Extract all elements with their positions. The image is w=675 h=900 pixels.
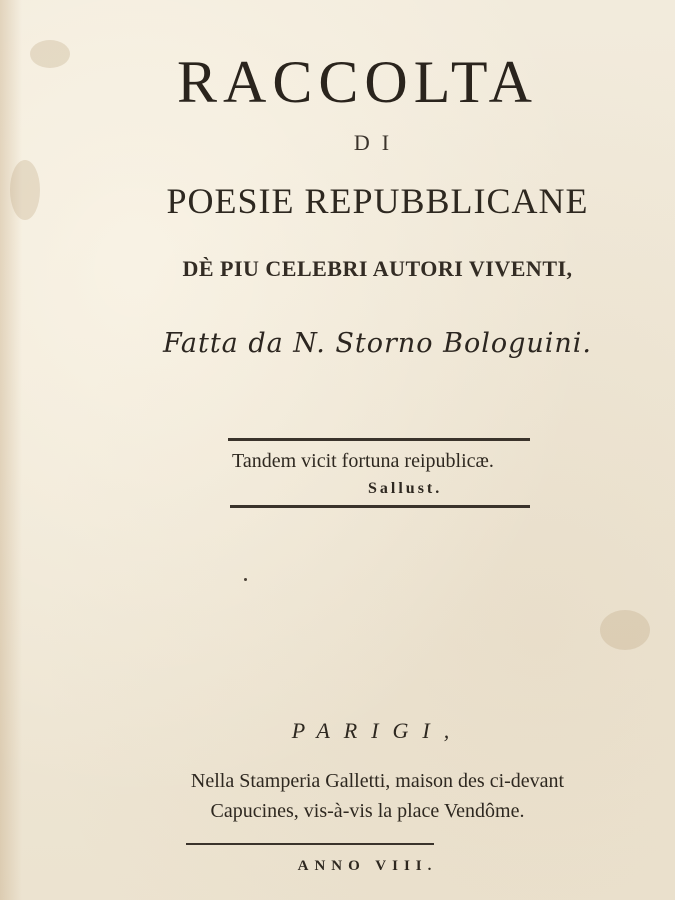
- epigraph-attribution: Sallust.: [368, 480, 443, 497]
- imprint-year: ANNO VIII.: [297, 858, 438, 874]
- book-title: RACCOLTA: [176, 49, 539, 115]
- imprint-printer-line-1: Nella Stamperia Galletti, maison des ci-devant: [190, 770, 565, 792]
- epigraph-top-rule: [228, 438, 530, 441]
- authors-line: DÈ PIU CELEBRI AUTORI VIVENTI,: [182, 256, 573, 281]
- epigraph-bottom-rule: [230, 505, 530, 508]
- ink-speck: [244, 578, 247, 581]
- imprint-printer-line-2: Capucines, vis-à-vis la place Vendôme.: [210, 800, 525, 822]
- editor-line: Fatta da N. Storno Bologuini.: [162, 328, 593, 359]
- foxing-spot: [600, 610, 650, 650]
- book-subtitle: POESIE REPUBBLICANE: [166, 181, 589, 221]
- imprint-rule: [186, 843, 434, 845]
- epigraph-quote: Tandem vicit fortuna reipublicæ.: [232, 450, 494, 472]
- title-connector: DI: [353, 130, 402, 155]
- imprint-place: PARIGI,: [291, 718, 464, 743]
